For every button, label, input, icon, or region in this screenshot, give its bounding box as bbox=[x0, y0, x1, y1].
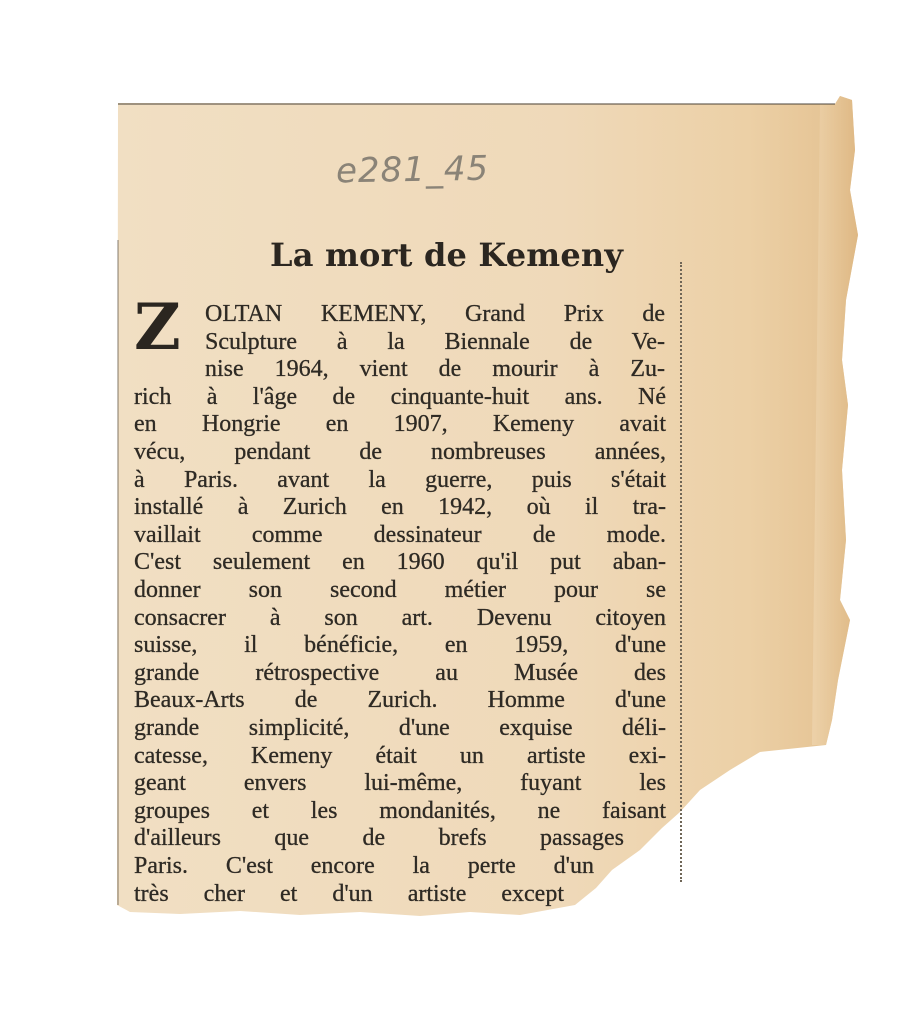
article-line: vécu, pendant de nombreuses années, bbox=[134, 439, 666, 465]
article-line: consacrer à son art. Devenu citoyen bbox=[134, 604, 666, 631]
article-line: Beaux-Arts de Zurich. Homme d'une bbox=[134, 687, 666, 714]
article-line: suisse, il bénéficie, en 1959, d'une bbox=[134, 632, 666, 659]
article-headline: La mort de Kemeny bbox=[270, 236, 624, 274]
article-line: rich à l'âge de cinquante-huit ans. Né bbox=[134, 383, 666, 410]
article-line: Paris. C'est encore la perte d'un bbox=[134, 853, 594, 879]
article-line: groupes et les mondanités, ne faisant bbox=[134, 797, 666, 824]
paper-torn-edge bbox=[812, 96, 858, 745]
article-line: d'ailleurs que de brefs passages bbox=[134, 825, 624, 852]
article-line: vaillait comme dessinateur de mode. bbox=[134, 521, 666, 548]
article-line: nise 1964, vient de mourir à Zu- bbox=[205, 356, 665, 383]
article-line: installé à Zurich en 1942, où il tra- bbox=[134, 494, 666, 521]
article-line: donner son second métier pour se bbox=[134, 577, 666, 603]
column-rule bbox=[680, 262, 682, 882]
article-line: grande rétrospective au Musée des bbox=[134, 659, 666, 686]
handwritten-reference: e281_45 bbox=[335, 148, 490, 192]
article-line: C'est seulement en 1960 qu'il put aban- bbox=[134, 549, 666, 576]
drop-cap: Z bbox=[134, 290, 181, 365]
article-line: en Hongrie en 1907, Kemeny avait bbox=[134, 411, 666, 438]
article-line: geant envers lui-même, fuyant les bbox=[134, 770, 666, 797]
article-line: très cher et d'un artiste except bbox=[134, 880, 564, 907]
article-line: Sculpture à la Biennale de Ve- bbox=[205, 328, 665, 355]
article-line: à Paris. avant la guerre, puis s'était bbox=[134, 466, 666, 493]
article-line: OLTAN KEMENY, Grand Prix de bbox=[205, 301, 665, 327]
article-line: catesse, Kemeny était un artiste exi- bbox=[134, 742, 666, 769]
article-line: grande simplicité, d'une exquise déli- bbox=[134, 715, 666, 741]
